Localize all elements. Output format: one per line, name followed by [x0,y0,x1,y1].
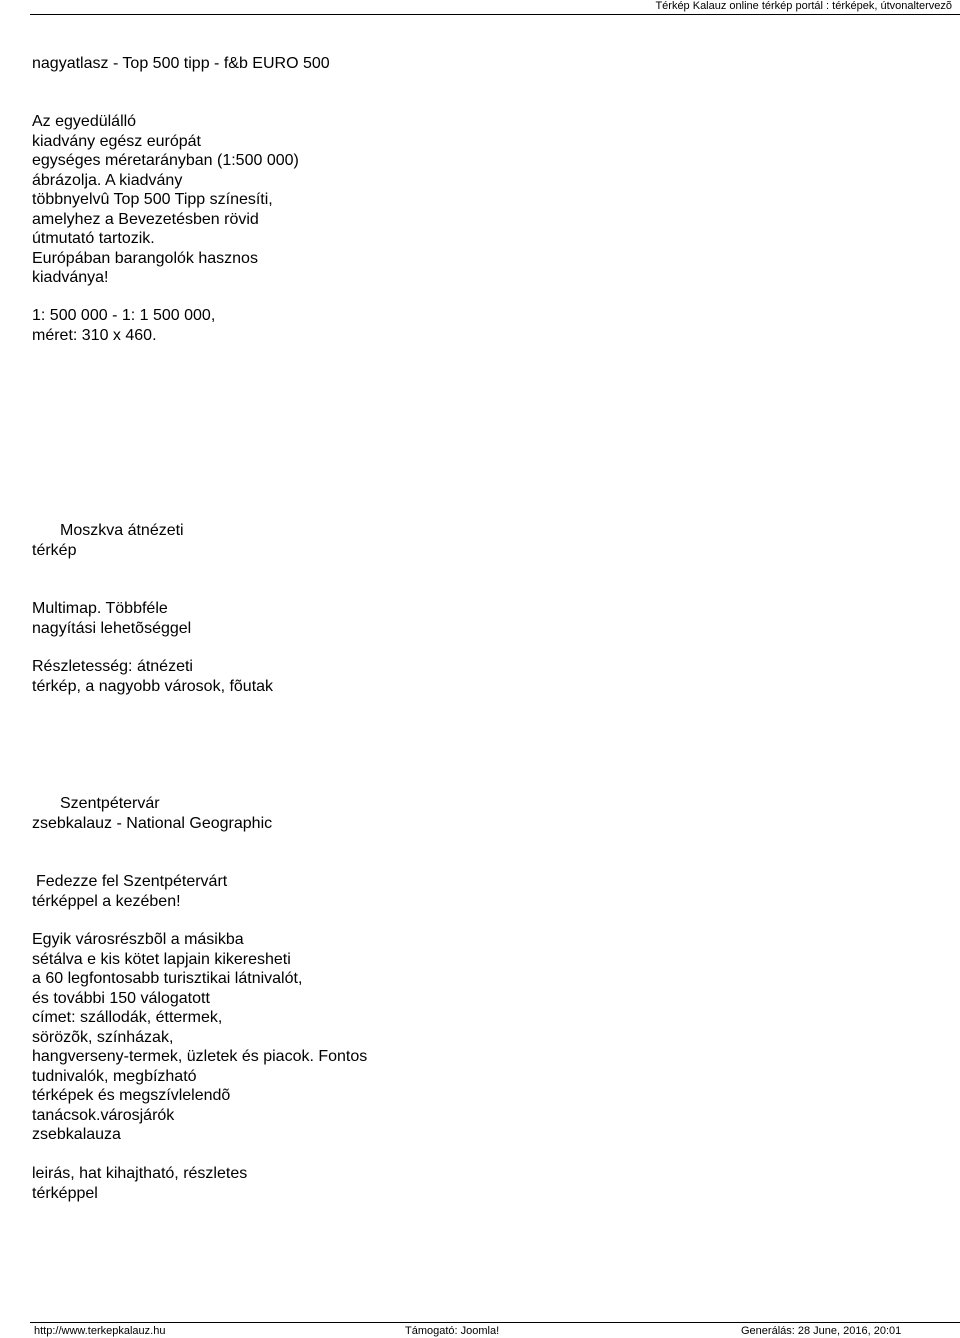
description-line: kiadványa! [32,269,109,286]
description-line: és további 150 válogatott [32,989,210,1007]
item-3-description [32,930,367,1145]
description-line: zsebkalauza [32,1126,121,1143]
item-3-intro [32,872,227,911]
footer-url-link[interactable]: http://www.terkepkalauz.hu [34,1325,166,1337]
item-1-details [32,306,215,345]
item-title-line [32,521,184,541]
item-3-title [32,794,272,833]
item-title-text: Moszkva átnézeti [60,522,184,539]
footer-divider [30,1322,960,1323]
description-line: Multimap. Többféle [32,600,168,617]
item-title-text: Szentpétervár [60,795,160,812]
description-line: sétálva e kis kötet lapjain kikeresheti [32,950,291,968]
footer-sponsor: Támogató: Joomla! [405,1325,500,1337]
description-line: hangverseny-termek, üzletek és piacok. Fontos [32,1048,368,1065]
details-line: méret: 310 x 460. [32,326,157,344]
description-line: kiadvány egész európát [32,132,201,150]
item-3-details [32,1164,247,1203]
description-line: tanácsok.városjárók [32,1106,175,1124]
description-line: többnyelvû Top 500 Tipp színesíti, [32,191,273,208]
header-divider [30,14,960,15]
description-line: amelyhez a Bevezetésben rövid [32,210,259,228]
item-2-details [32,657,273,696]
intro-text: Fedezze fel Szentpétervárt [36,873,228,890]
description-line: sörözõk, színházak, [32,1028,174,1046]
description-line: tudnivalók, megbízható [32,1067,197,1085]
details-line: térkép, a nagyobb városok, fõutak [32,677,274,695]
description-line: ábrázolja. A kiadvány [32,171,183,189]
item-1-title [32,54,330,74]
details-line: Részletesség: átnézeti [32,658,193,675]
item-1-description [32,112,299,288]
item-title-line: zsebkalauz - National Geographic [32,814,273,832]
item-title-line [32,794,272,814]
description-line: egységes méretarányban (1:500 000) [32,152,299,169]
details-line: leirás, hat kihajtható, részletes [32,1165,248,1182]
details-line: térképpel [32,1184,98,1202]
description-line: Az egyedülálló [32,113,137,130]
description-line: címet: szállodák, éttermek, [32,1009,223,1026]
item-2-title [32,521,184,560]
footer-generated: Generálás: 28 June, 2016, 20:01 [741,1325,902,1337]
description-line: Európában barangolók hasznos [32,249,258,267]
intro-line [32,872,227,892]
intro-line: térképpel a kezében! [32,892,181,910]
description-line: Egyik városrészbõl a másikba [32,931,244,948]
item-title-line: térkép [32,541,77,559]
description-line: nagyítási lehetõséggel [32,619,192,637]
item-title-line: nagyatlasz - Top 500 tipp - f&b EURO 500 [32,55,330,72]
item-2-description [32,599,191,638]
details-line: 1: 500 000 - 1: 1 500 000, [32,307,216,324]
description-line: útmutató tartozik. [32,230,155,247]
description-line: térképek és megszívlelendõ [32,1087,231,1104]
description-line: a 60 legfontosabb turisztikai látnivalót, [32,970,303,987]
page-header-title: Térkép Kalauz online térkép portál : térképek, útvonaltervezõ [655,0,952,12]
